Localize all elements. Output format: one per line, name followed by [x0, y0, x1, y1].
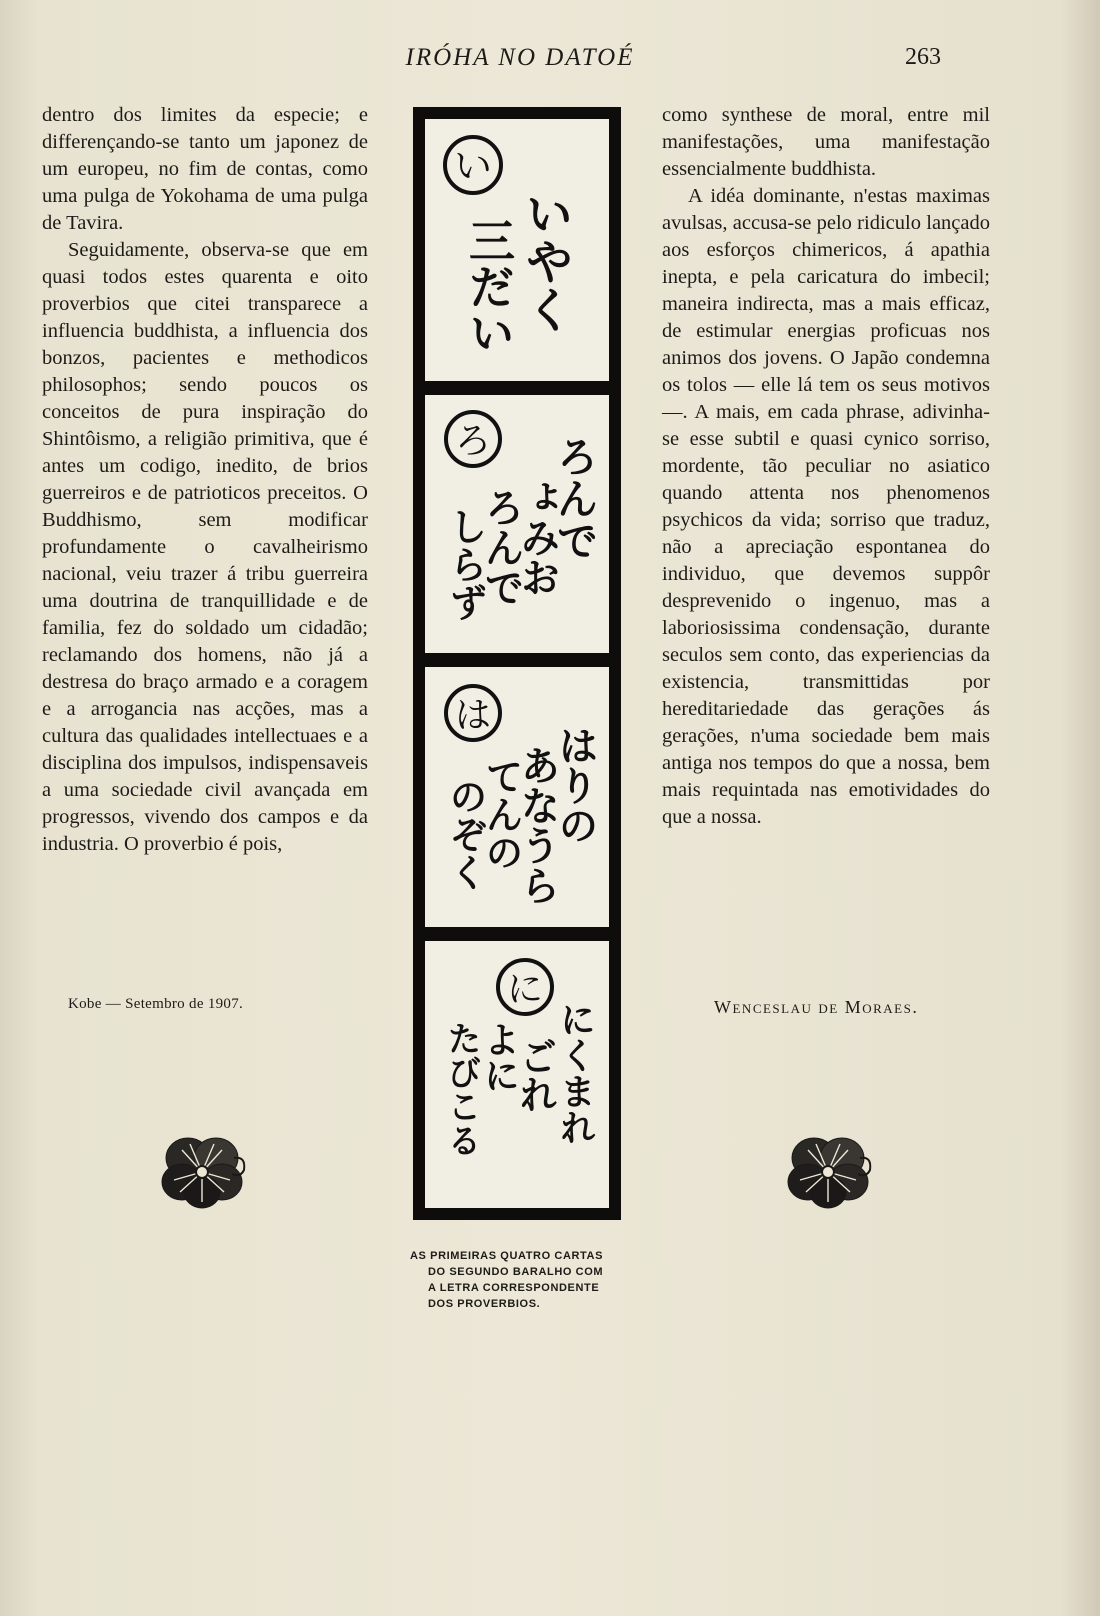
card-proverb-line: しらず	[443, 507, 487, 621]
pansy-ornament-icon	[778, 1120, 878, 1220]
pansy-ornament-icon	[152, 1120, 252, 1220]
signoff-author: Wenceslau de Moraes.	[714, 997, 919, 1017]
card-proverb-line: 三だい	[462, 217, 516, 355]
card-3-artwork	[425, 667, 609, 927]
card-1-artwork	[425, 119, 609, 381]
iroha-card	[423, 665, 611, 929]
card-proverb-line: あなうら	[514, 745, 560, 905]
page-number: 263	[905, 44, 941, 70]
iroha-card	[423, 393, 611, 655]
card-letter: ろ	[454, 421, 492, 462]
card-proverb-line: ろんで	[550, 435, 600, 561]
iroha-card	[423, 939, 611, 1210]
card-proverb-line: ょみお	[514, 477, 560, 597]
left-text-column	[42, 102, 368, 858]
card-letter: に	[506, 969, 544, 1010]
paragraph: dentro dos limites da especie; e differençando-se tanto um japonez de um europeu, no fim de contas, como uma pulga de Yokohama de uma pulga de Tavira.	[42, 104, 368, 234]
caption-line: DO SEGUNDO BARALHO COM	[428, 1266, 604, 1278]
caption-line: AS PRIMEIRAS QUATRO CARTAS	[410, 1250, 604, 1262]
figure-caption	[410, 1248, 630, 1312]
running-title: IRÓHA NO DATOÉ	[405, 44, 635, 71]
card-letter: は	[454, 695, 492, 736]
paragraph: A idéa dominante, n'estas maximas avulsas, accusa-se pelo ridiculo lançado aos esforços chimericos, á apathia inepta, e pela caricatura do imbecil; maneira indirecta, mas a mais efficaz, de estimular energias proficuas nos animos dos jovens. O Japão condemna os tolos — elle lá tem os seus motivos —. A mais, em cada phrase, adivinha-se esse subtil e quasi cynico sorriso, mordente, tão peculiar no asiatico quando attenta nos phenomenos psychicos da vida; sorriso que traduz, não a apreciação espontanea do individuo, que devemos suppôr desprevenido o ingenuo, mas a laboriosissima condensação, durante seculos sem conto, das experiencias da existencia, transmittidas por hereditariedade das gerações ás gerações, n'uma sociedade bem mais antiga nos tempos do que a nossa, bem mais requintada nas emotividades do que a nossa.	[662, 185, 990, 828]
caption-line: A LETRA CORRESPONDENTE	[428, 1282, 600, 1294]
iroha-cards-strip	[413, 107, 621, 1220]
card-proverb-line: はりの	[552, 725, 598, 845]
card-2-artwork	[425, 395, 609, 653]
card-proverb-line: よに	[478, 1021, 520, 1093]
signoff-date: Kobe — Setembro de 1907.	[68, 996, 244, 1012]
right-text-column	[662, 102, 990, 831]
card-4-artwork	[425, 941, 609, 1208]
card-proverb-line: いやく	[517, 189, 573, 333]
iroha-card	[423, 117, 611, 383]
paragraph: como synthese de moral, entre mil manifestações, uma manifestação essencialmente buddhista.	[662, 104, 990, 180]
card-proverb-line: にくまれ	[554, 1001, 596, 1145]
card-proverb-line: のぞく	[443, 777, 487, 891]
card-letter: い	[453, 144, 493, 188]
card-proverb-line: ろんで	[478, 487, 524, 607]
card-proverb-line: てんの	[479, 757, 523, 871]
caption-line: DOS PROVERBIOS.	[428, 1298, 541, 1310]
paragraph: Seguidamente, observa-se que em quasi todos estes quarenta e oito proverbios que citei transparece a influencia buddhista, a influencia dos bonzos, pacientes e methodicos philosophos; sendo poucos os conceitos de pura inspiração do Shintôismo, a religião primitiva, que é antes um codigo, inedito, de brios guerreiros e de patrioticos preceitos. O Buddhismo, sem modificar profundamente o cavalheirismo nacional, veiu trazer á tribu guerreira uma doutrina de tranquillidade e de familia, fez do soldado um cidadão; reclamando dos homens, não já a destresa do braço armado e a coragem e a arrogancia nas acções, mas a cultura das qualidades intellectuaes e a disciplina dos impulsos, indispensaveis a uma sociedade civil avançada em progressos, vivendo dos campos e da industria. O proverbio é pois,	[42, 239, 368, 855]
card-proverb-line: たびこる	[441, 1021, 481, 1157]
card-proverb-line: ごれ	[513, 1037, 557, 1113]
